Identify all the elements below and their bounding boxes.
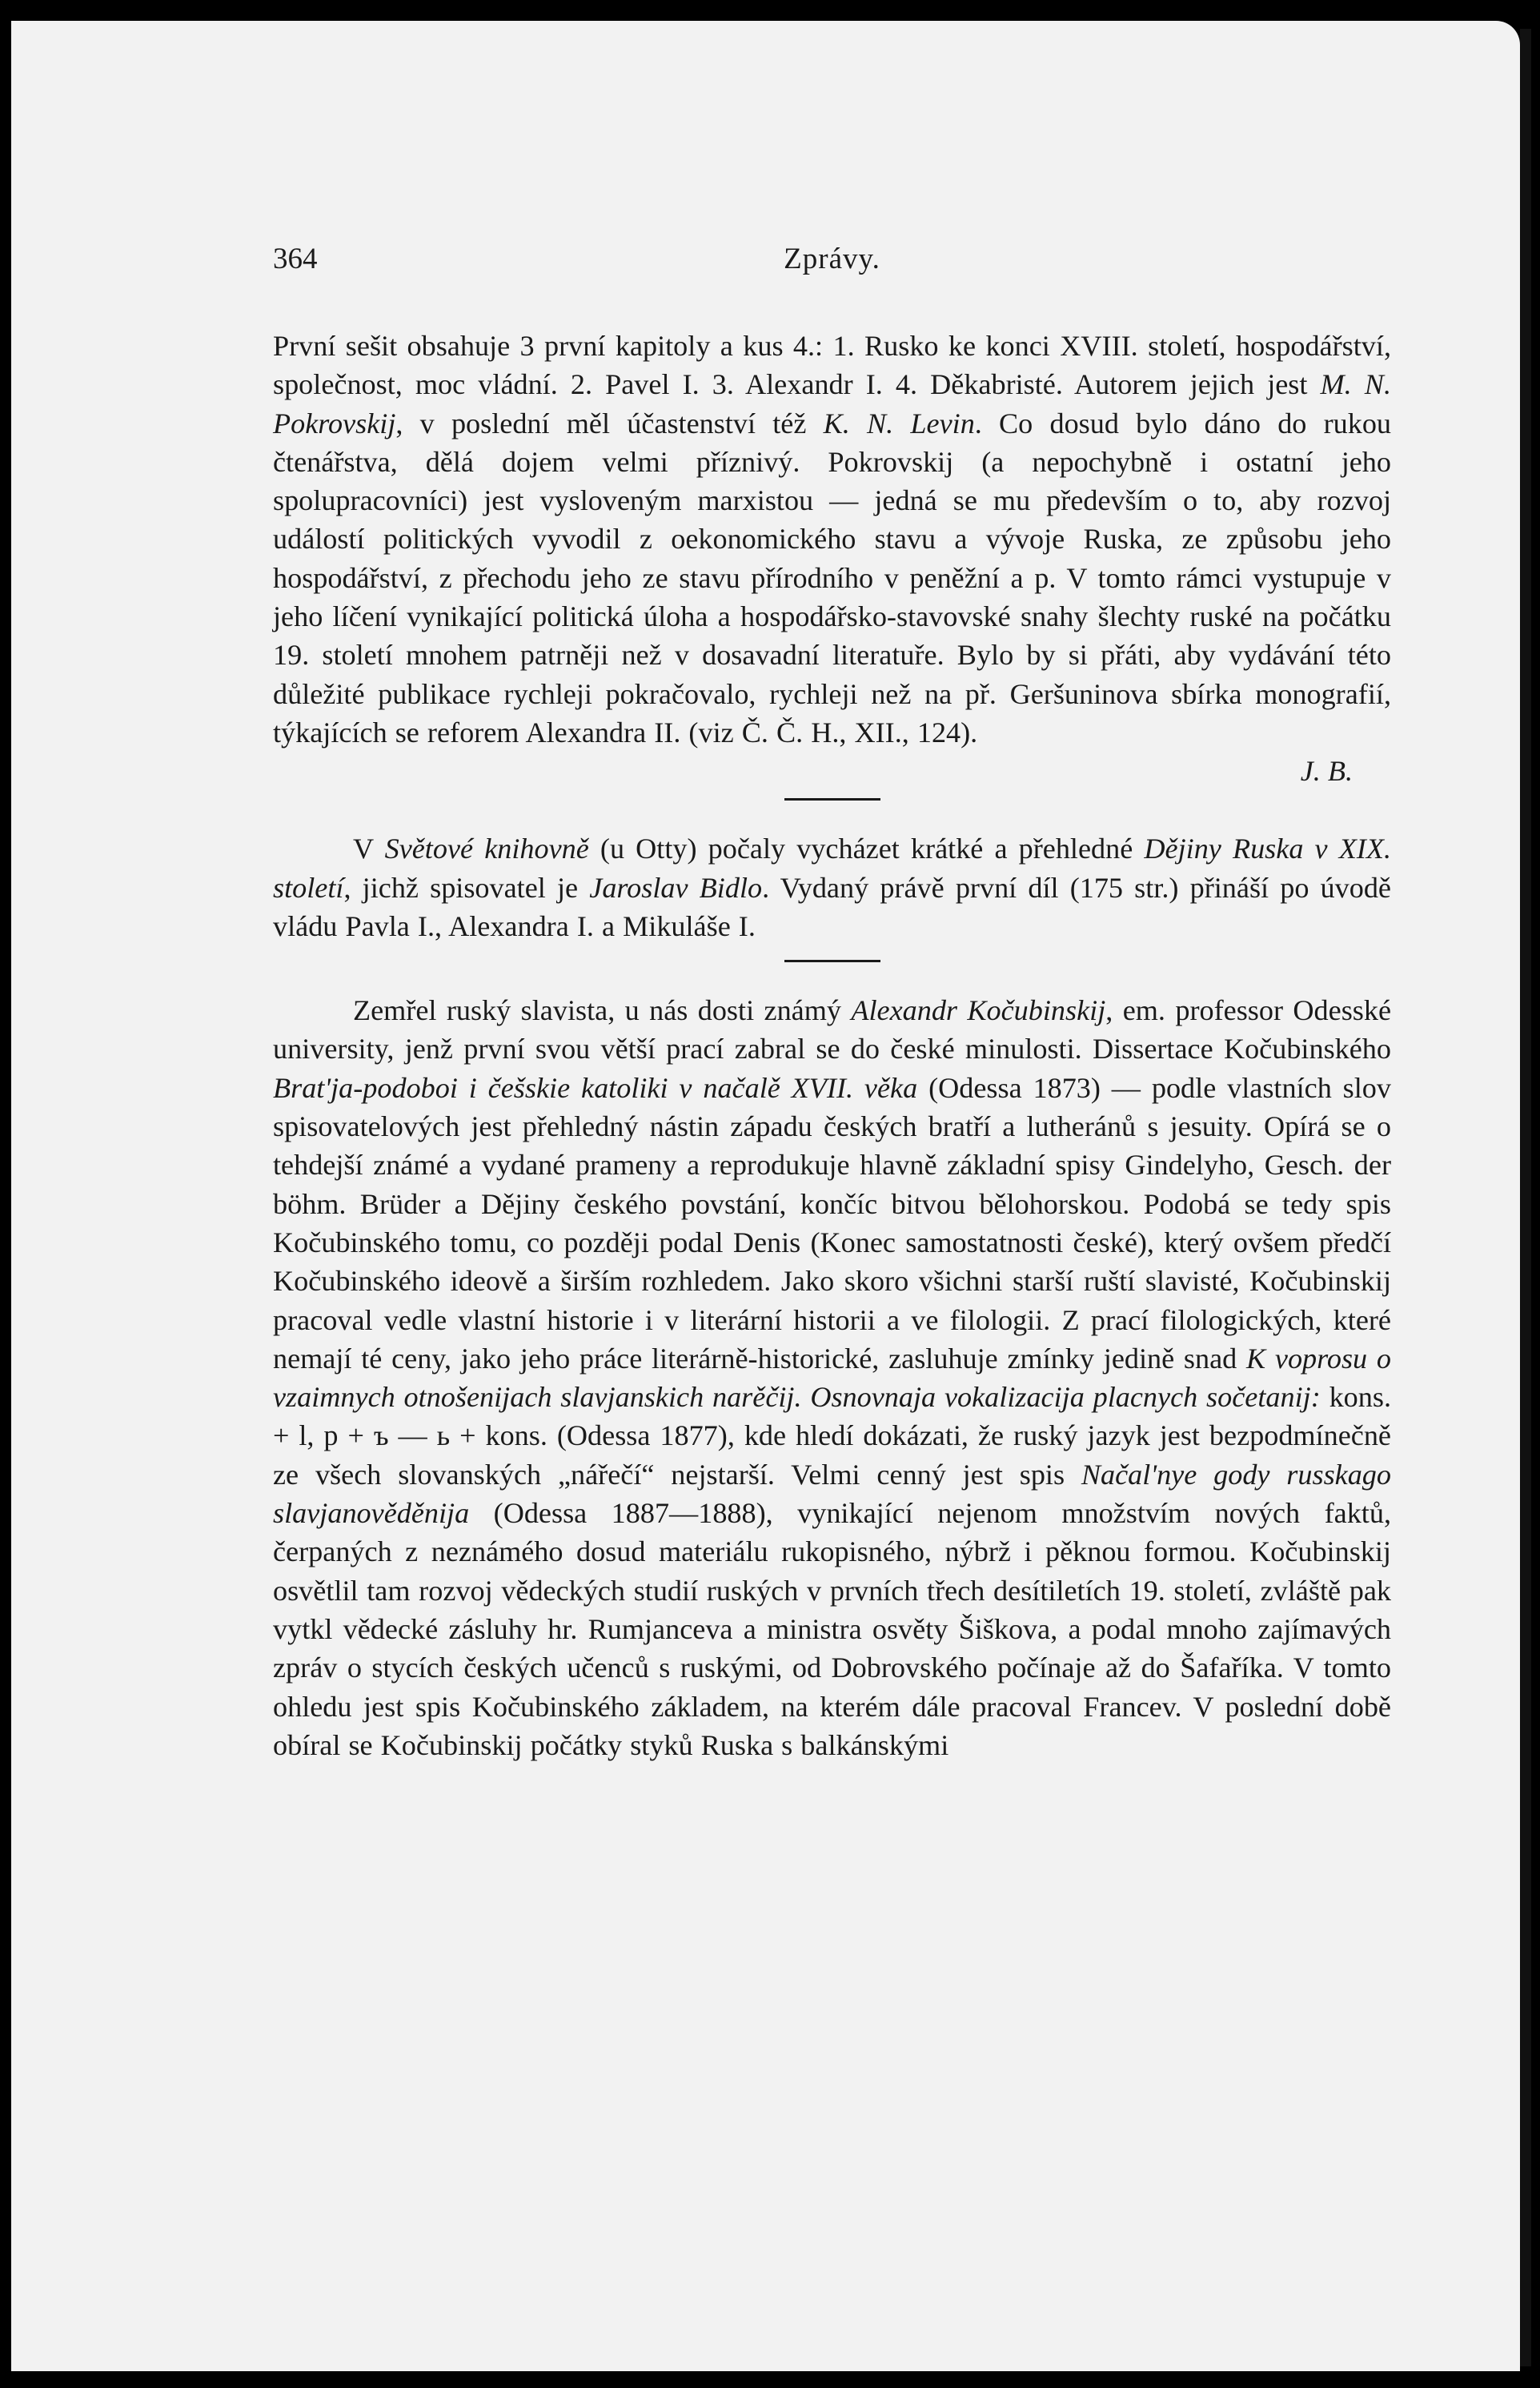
book-title: Dějiny Ruska v XIX. století	[273, 833, 1391, 904]
work-title: K voprosu o vzaimnych otnošenijach slavjanskich narěčij. Osnovnaja vokalizacija placnych sočetanij:	[273, 1342, 1391, 1414]
paragraph-kocubinskij-obituary: Zemřel ruský slavista, u nás dosti známý Alexandr Kočubinskij, em. professor Odesské university, jenž první svou větší prací zabral se do české minulosti. Dissertace Kočubinského Brat'ja-podoboi i češskie katoliki v načalě XVII. věka (Odessa 1873) — podle vlastních slov spisovatelových jest přehledný nástin západu českých bratří a lutheránů s jesuity. Opírá se o tehdejší známé a vydané prameny a reprodukuje hlavně základní spisy Gindelyho, Gesch. der böhm. Brüder a Dějiny českého povstání, končíc bitvou bělohorskou. Podobá se tedy spis Kočubinského tomu, co později podal Denis (Konec samostatnosti české), který ovšem předčí Kočubinského ideově a širším rozhledem. Jako skoro všichni starší ruští slavisté, Kočubinskij pracoval vedle vlastní historie i v literární historii a ve filologii. Z prací filologických, které nemají té ceny, jako jeho práce literárně-historické, zasluhuje zmínky jedině snad K voprosu o vzaimnych otnošenijach slavjanskich narěčij. Osnovnaja vokalizacija placnych sočetanij: kons. + l, p + ъ — ь + kons. (Odessa 1877), kde hledí dokázati, že ruský jazyk jest bezpodmínečně ze všech slovanských „nářečí“ nejstarší. Velmi cenný jest spis Načal'nye gody russkago slavjanověděnija (Odessa 1887—1888), vynikající nejenom množstvím nových faktů, čerpaných z neznámého dosud materiálu rukopisného, nýbrž i pěknou formou. Kočubinskij osvětlil tam rozvoj vědeckých studií ruských v prvních třech desítiletích 19. století, zvláště pak vytkl vědecké zásluhy hr. Rumjanceva a ministra osvěty Šiškova, a podal mnoho zajímavých zpráv o stycích českých učenců s ruskými, od Dobrovského počínaje až do Šafaříka. V tomto ohledu jest spis Kočubinského základem, na kterém dále pracoval Francev. V poslední době obíral se Kočubinskij počátky styků Ruska s balkánskými	[273, 994, 1392, 1761]
signature-initials: J. B.	[1300, 755, 1353, 788]
person-name: Alexandr Kočubinskij	[851, 994, 1106, 1027]
paragraph-pokrovskij-review: První sešit obsahuje 3 první kapitoly a kus 4.: 1. Rusko ke konci XVIII. století, hospodářství, společnost, moc vládní. 2. Pavel I. 3. Alexandr I. 4. Děkabristé. Autorem jejich jest M. N. Pokrovskij, v poslední měl účastenství též K. N. Levin. Co dosud bylo dáno do rukou čtenářstva, dělá dojem velmi příznivý. Pokrovskij (a nepochybně i ostatní jeho spolupracovníci) jest vysloveným marxistou — jedná se mu především o to, aby rozvoj událostí politických vyvodil z oekonomického stavu a vývoje Ruska, ze způsobu jeho hospodářství, z přechodu jeho ze stavu přírodního v peněžní a p. V tomto rámci vystupuje v jeho líčení vynikající politická úloha a hospodářsko-stavovské snahy šlechty ruské na počátku 19. století mnohem patrněji než v dosavadní literatuře. Bylo by si přáti, aby vydávání této důležité publikace rychleji pokračovalo, rychleji než na př. Geršuninova sbírka monografií, týkajících se reforem Alexandra II. (viz Č. Č. H., XII., 124).	[273, 330, 1392, 749]
series-title: Světové knihovně	[384, 833, 589, 865]
running-head	[273, 237, 1391, 285]
section-divider	[784, 960, 880, 962]
page-number: 364	[273, 243, 318, 275]
author-name: M. N. Pokrovskij	[273, 368, 1391, 439]
work-title: Načal'nye gody russkago slavjanověděnija	[273, 1458, 1391, 1530]
author-name: K. N. Levin	[823, 407, 975, 439]
paragraph-bidlo-history: V Světové knihovně (u Otty) počaly vycházet krátké a přehledné Dějiny Ruska v XIX. století, jichž spisovatel je Jaroslav Bidlo. Vydaný právě první díl (175 str.) přináší po úvodě vládu Pavla I., Alexandra I. a Mikuláše I.	[273, 833, 1391, 942]
author-name: Jaroslav Bidlo	[589, 871, 763, 904]
section-divider	[784, 798, 880, 801]
book-page	[11, 21, 1520, 2371]
page-content	[273, 237, 1391, 1764]
page-title: Zprávy.	[784, 243, 880, 275]
work-title: Brat'ja-podoboi i češskie katoliki v načalě XVII. věka	[273, 1071, 918, 1104]
